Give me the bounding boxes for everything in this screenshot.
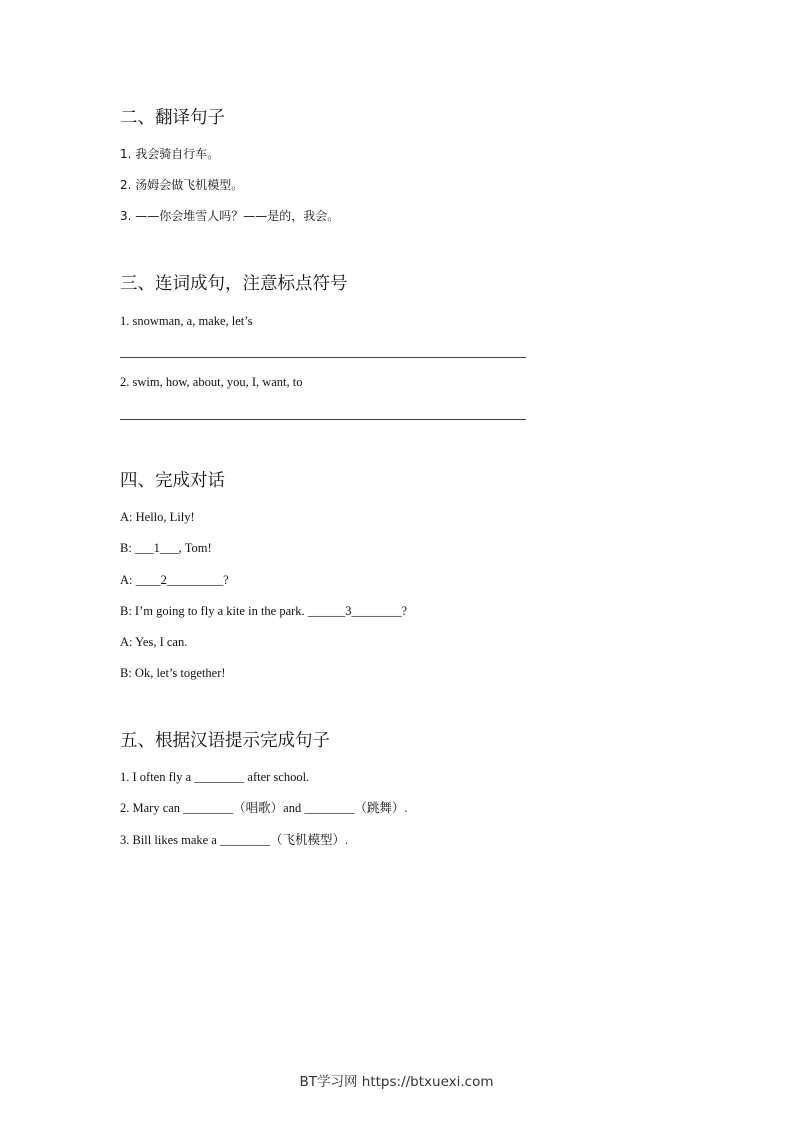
dialogue-line: B: Ok, let’s together!	[120, 666, 226, 680]
footer-watermark: BT学习网 https://btxuexi.com	[299, 1074, 494, 1090]
dialogue-line: A: ____2_________?	[120, 573, 229, 587]
dialogue-line: B: I’m going to fly a kite in the park. ______3________?	[120, 604, 408, 618]
answer-line[interactable]	[120, 357, 526, 358]
question-item: 2. Mary can ________（唱歌）and ________（跳舞）.	[120, 801, 408, 815]
section-title: 五、根据汉语提示完成句子	[120, 731, 330, 751]
section-complete-sentences	[120, 729, 680, 847]
section-word-order	[120, 272, 680, 389]
question-item: 1. snowman, a, make, let’s	[120, 314, 253, 328]
question-item: 1. I often fly a ________ after school.	[120, 770, 310, 784]
question-item: 2. swim, how, about, you, I, want, to	[120, 375, 303, 389]
section-translate	[120, 106, 680, 223]
section-title: 四、完成对话	[120, 471, 225, 491]
question-item: 1. 我会骑自行车。	[120, 147, 220, 161]
question-item: 2. 汤姆会做飞机模型。	[120, 178, 244, 192]
dialogue-line: B: ___1___, Tom!	[120, 541, 212, 555]
dialogue-line: A: Yes, I can.	[120, 635, 188, 649]
question-item: 3. ——你会堆雪人吗？——是的，我会。	[120, 209, 340, 223]
section-dialogue	[120, 469, 680, 680]
question-item: 3. Bill likes make a ________（飞机模型）.	[120, 833, 349, 847]
answer-line[interactable]	[120, 419, 526, 420]
section-title: 三、连词成句，注意标点符号	[120, 274, 348, 294]
dialogue-line: A: Hello, Lily!	[120, 510, 195, 524]
section-title: 二、翻译句子	[120, 108, 225, 128]
